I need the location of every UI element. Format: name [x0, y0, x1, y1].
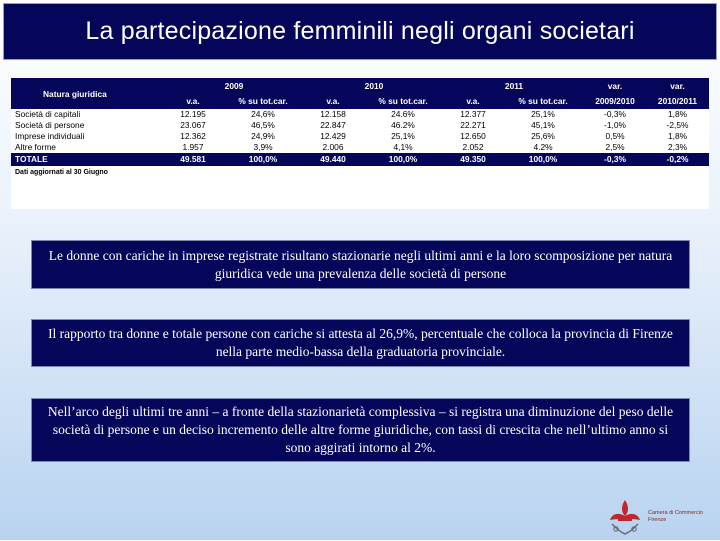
table-cell: 2.052 — [462, 142, 484, 152]
sub-header: v.a. — [164, 94, 222, 109]
total-cell: 49.440 — [304, 153, 362, 166]
total-cell: 100,0% — [362, 153, 444, 166]
row-label: Imprese individuali — [15, 131, 85, 141]
total-cell: 100,0% — [502, 153, 584, 166]
total-cell: -0,2% — [646, 153, 709, 166]
sub-header: % su tot.car. — [362, 94, 444, 109]
table-cell: 46,5% — [251, 120, 275, 130]
sub-header: % su tot.car. — [502, 94, 584, 109]
row-label: Società di persone — [15, 120, 85, 130]
table-cell: -0,3% — [604, 109, 626, 119]
table-cell: 22.847 — [320, 120, 346, 130]
table-cell: -2,5% — [666, 120, 689, 130]
slide-title: La partecipazione femminili negli organi societari — [85, 17, 635, 45]
table-row — [11, 109, 709, 120]
header-var-1: var. — [584, 78, 646, 94]
table-cell: 1.957 — [182, 142, 204, 152]
table-cell: 12.195 — [180, 109, 206, 119]
sub-header: 2010/2011 — [646, 94, 709, 109]
table-cell: 3,9% — [253, 142, 273, 152]
table-cell: 22.271 — [460, 120, 486, 130]
logo-line-1: Camera di Commercio — [648, 510, 704, 516]
table-cell: 12.158 — [320, 109, 346, 119]
logo-text — [648, 510, 703, 524]
text-box-1 — [31, 240, 690, 289]
row-label: Società di capitali — [15, 109, 81, 119]
table-cell: 25,1% — [391, 131, 415, 141]
table-cell: 0,5% — [605, 131, 625, 141]
table-cell: 2.006 — [322, 142, 344, 152]
sub-header: % su tot.car. — [222, 94, 304, 109]
sub-header: v.a. — [304, 94, 362, 109]
lily-emblem-icon — [604, 498, 646, 536]
table-cell: 1,8% — [667, 109, 688, 119]
text-box-3 — [31, 398, 690, 462]
header-year-2011: 2011 — [444, 78, 584, 94]
table-row — [11, 131, 709, 142]
text-box-3-content: Nell’arco degli ultimi tre anni – a fronte della stazionarietà complessiva – si registra una diminuzione del peso delle società di persone e un deciso incremento delle altre forme giuridiche, con tassi di crescita che nell’ultimo anno si sono aggirati intorno al 2%. — [47, 404, 674, 455]
header-year-2009: 2009 — [164, 78, 304, 94]
table-cell: 12.377 — [460, 109, 486, 119]
table-cell: 4.2% — [533, 142, 553, 152]
table-cell: 46.2% — [391, 120, 415, 130]
table-cell: -1,0% — [604, 120, 626, 130]
table-cell: 2,3% — [667, 142, 688, 152]
table-row — [11, 142, 709, 153]
table-cell: 25,1% — [531, 109, 555, 119]
table-cell: 4,1% — [393, 142, 413, 152]
header-year-2010: 2010 — [304, 78, 444, 94]
chamber-of-commerce-logo — [604, 498, 714, 536]
row-label: Altre forme — [15, 142, 56, 152]
table-note: Dati aggiornati al 30 Giugno — [15, 169, 108, 176]
total-label: TOTALE — [11, 153, 164, 166]
total-cell: 49.581 — [164, 153, 222, 166]
header-var-2: var. — [646, 78, 709, 94]
title-bar — [3, 3, 717, 60]
sub-header: v.a. — [444, 94, 502, 109]
women-offices-table — [11, 78, 709, 180]
table-cell: 25,6% — [531, 131, 555, 141]
table-row — [11, 120, 709, 131]
total-row — [11, 153, 709, 166]
header-natura-giuridica: Natura giuridica — [11, 78, 164, 109]
data-table — [11, 78, 709, 209]
table-cell: 1,8% — [667, 131, 688, 141]
table-cell: 2,5% — [605, 142, 625, 152]
table-cell: 12.650 — [460, 131, 486, 141]
text-box-2 — [31, 319, 690, 367]
table-cell: 12.429 — [320, 131, 346, 141]
text-box-1-content: Le donne con cariche in imprese registrate risultano stazionarie negli ultimi anni e la loro scomposizione per natura giuridica vede una prevalenza delle società di persone — [48, 247, 673, 281]
logo-line-2: Firenze — [648, 517, 667, 523]
total-cell: -0,3% — [584, 153, 646, 166]
total-cell: 49.350 — [444, 153, 502, 166]
text-box-2-content: Il rapporto tra donne e totale persone con cariche si attesta al 26,9%, percentuale che colloca la provincia di Firenze nella parte medio-bassa della graduatoria provinciale. — [48, 326, 673, 359]
table-cell: 45,1% — [531, 120, 555, 130]
sub-header: 2009/2010 — [584, 94, 646, 109]
table-cell: 23.067 — [180, 120, 206, 130]
table-cell: 24,6% — [251, 109, 275, 119]
total-cell: 100,0% — [222, 153, 304, 166]
table-cell: 24,9% — [251, 131, 275, 141]
table-cell: 24.6% — [391, 109, 415, 119]
table-cell: 12.362 — [180, 131, 206, 141]
